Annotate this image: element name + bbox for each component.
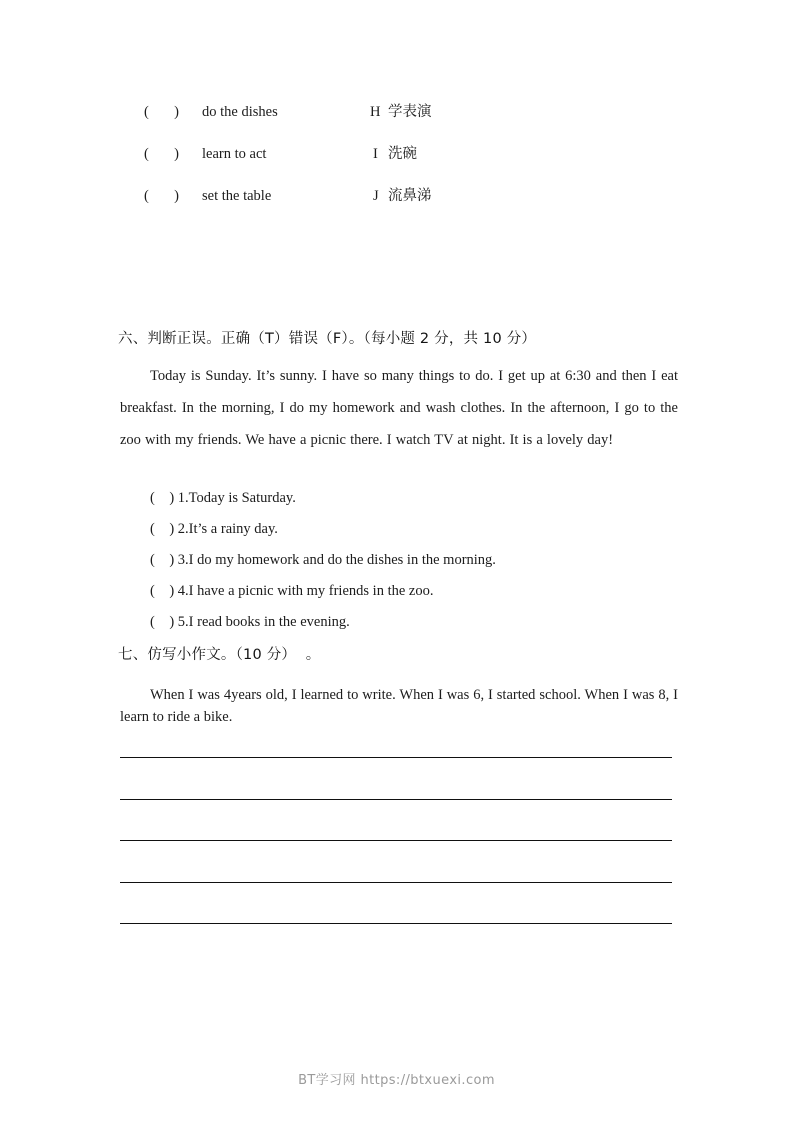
writing-line[interactable]	[120, 799, 672, 800]
matching-row	[120, 142, 680, 184]
true-false-item[interactable]: ( ) 4.I have a picnic with my friends in the zoo.	[150, 583, 434, 599]
matching-english-phrase: do the dishes	[202, 104, 278, 120]
matching-english-phrase: set the table	[202, 188, 272, 204]
true-false-item[interactable]: ( ) 5.I read books in the evening.	[150, 614, 350, 630]
section-six-heading: 六、判断正误。正确（T）错误（F）。（每小题 2 分，共 10 分）	[118, 331, 537, 347]
writing-line[interactable]	[120, 923, 672, 924]
matching-row	[120, 184, 680, 226]
matching-option-letter: H	[370, 104, 381, 120]
writing-line[interactable]	[120, 757, 672, 758]
answer-bracket[interactable]: ( )	[144, 104, 180, 120]
matching-chinese-phrase: 学表演	[388, 104, 432, 120]
writing-line[interactable]	[120, 882, 672, 883]
matching-chinese-phrase: 流鼻涕	[388, 188, 432, 204]
answer-bracket[interactable]: ( )	[144, 146, 180, 162]
writing-line[interactable]	[120, 840, 672, 841]
matching-row	[120, 100, 680, 142]
matching-option-letter: I	[373, 146, 378, 162]
true-false-item[interactable]: ( ) 3.I do my homework and do the dishes in the morning.	[150, 552, 496, 568]
matching-option-letter: J	[373, 188, 379, 204]
reading-passage: Today is Sunday. It’s sunny. I have so many things to do. I get up at 6:30 and then I eat breakfast. In the morning, I do my homework and wash clothes. In the afternoon, I go to the zoo with my friends. We have a picnic there. I watch TV at night. It is a lovely day!	[120, 368, 678, 448]
true-false-question-list	[120, 487, 678, 642]
answer-bracket[interactable]: ( )	[144, 188, 180, 204]
true-false-item[interactable]: ( ) 2.It’s a rainy day.	[150, 521, 278, 537]
true-false-item[interactable]: ( ) 1.Today is Saturday.	[150, 490, 296, 506]
section-seven-heading: 七、仿写小作文。（10 分） 。	[118, 647, 321, 663]
composition-sample-text: When I was 4years old, I learned to write. When I was 6, I started school. When I was 8, I learn to ride a bike.	[120, 687, 678, 725]
answer-writing-lines[interactable]	[120, 757, 672, 965]
footer-watermark: BT学习网 https://btxuexi.com	[298, 1073, 495, 1088]
matching-exercise	[120, 100, 680, 226]
matching-english-phrase: learn to act	[202, 146, 267, 162]
matching-chinese-phrase: 洗碗	[388, 146, 417, 162]
